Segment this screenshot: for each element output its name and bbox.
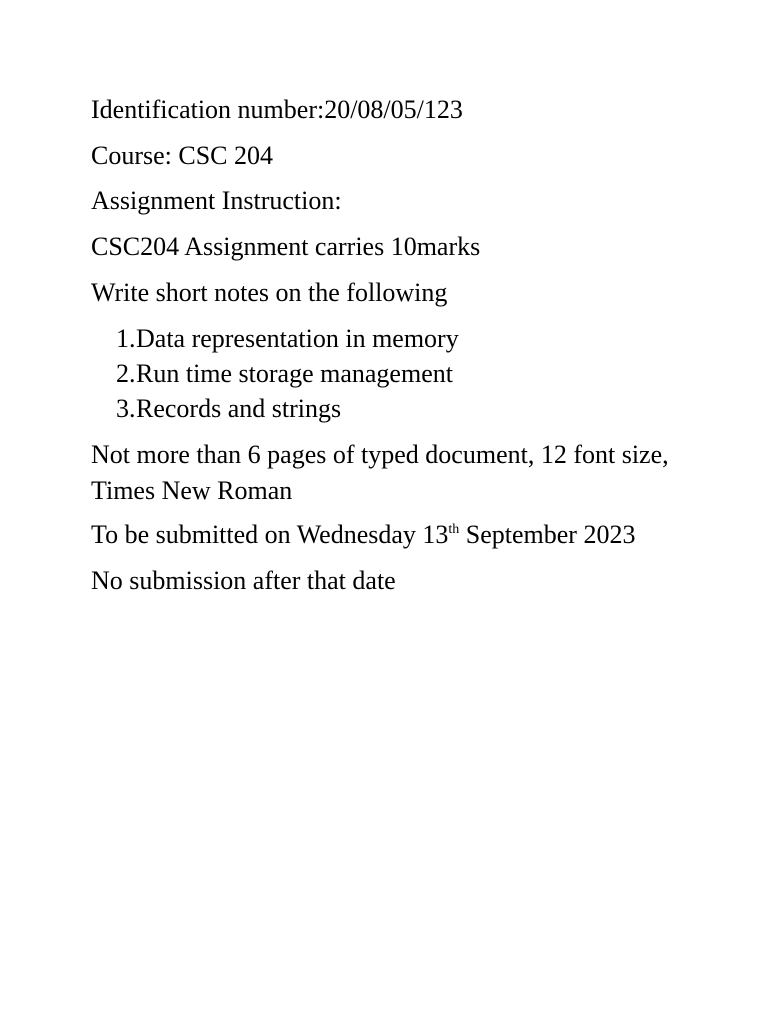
submission-date-rest: September 2023 xyxy=(459,520,636,549)
ordinal-suffix: th xyxy=(448,522,460,537)
list-item-number: 2. xyxy=(116,359,136,388)
no-late-submission-line: No submission after that date xyxy=(91,566,396,595)
list-item xyxy=(116,391,459,426)
write-notes-line: Write short notes on the following xyxy=(91,278,448,307)
list-item xyxy=(116,356,459,391)
submission-date-prefix: To be submitted on Wednesday 13 xyxy=(91,520,449,549)
list-item-text: Data representation in memory xyxy=(136,324,459,353)
list-item-text: Records and strings xyxy=(136,394,342,423)
list-item-number: 3. xyxy=(116,394,136,423)
marks-line: CSC204 Assignment carries 10marks xyxy=(91,232,481,261)
assignment-instruction-heading: Assignment Instruction: xyxy=(91,186,342,215)
identification-number: Identification number:20/08/05/123 xyxy=(91,95,463,124)
list-item-text: Run time storage management xyxy=(136,359,453,388)
topics-list xyxy=(116,321,459,426)
list-item xyxy=(116,321,459,356)
format-requirement: Not more than 6 pages of typed document, 12 font size, Times New Roman xyxy=(91,440,669,505)
list-item-number: 1. xyxy=(116,324,136,353)
submission-date-line xyxy=(91,517,635,553)
course-line: Course: CSC 204 xyxy=(91,141,274,170)
